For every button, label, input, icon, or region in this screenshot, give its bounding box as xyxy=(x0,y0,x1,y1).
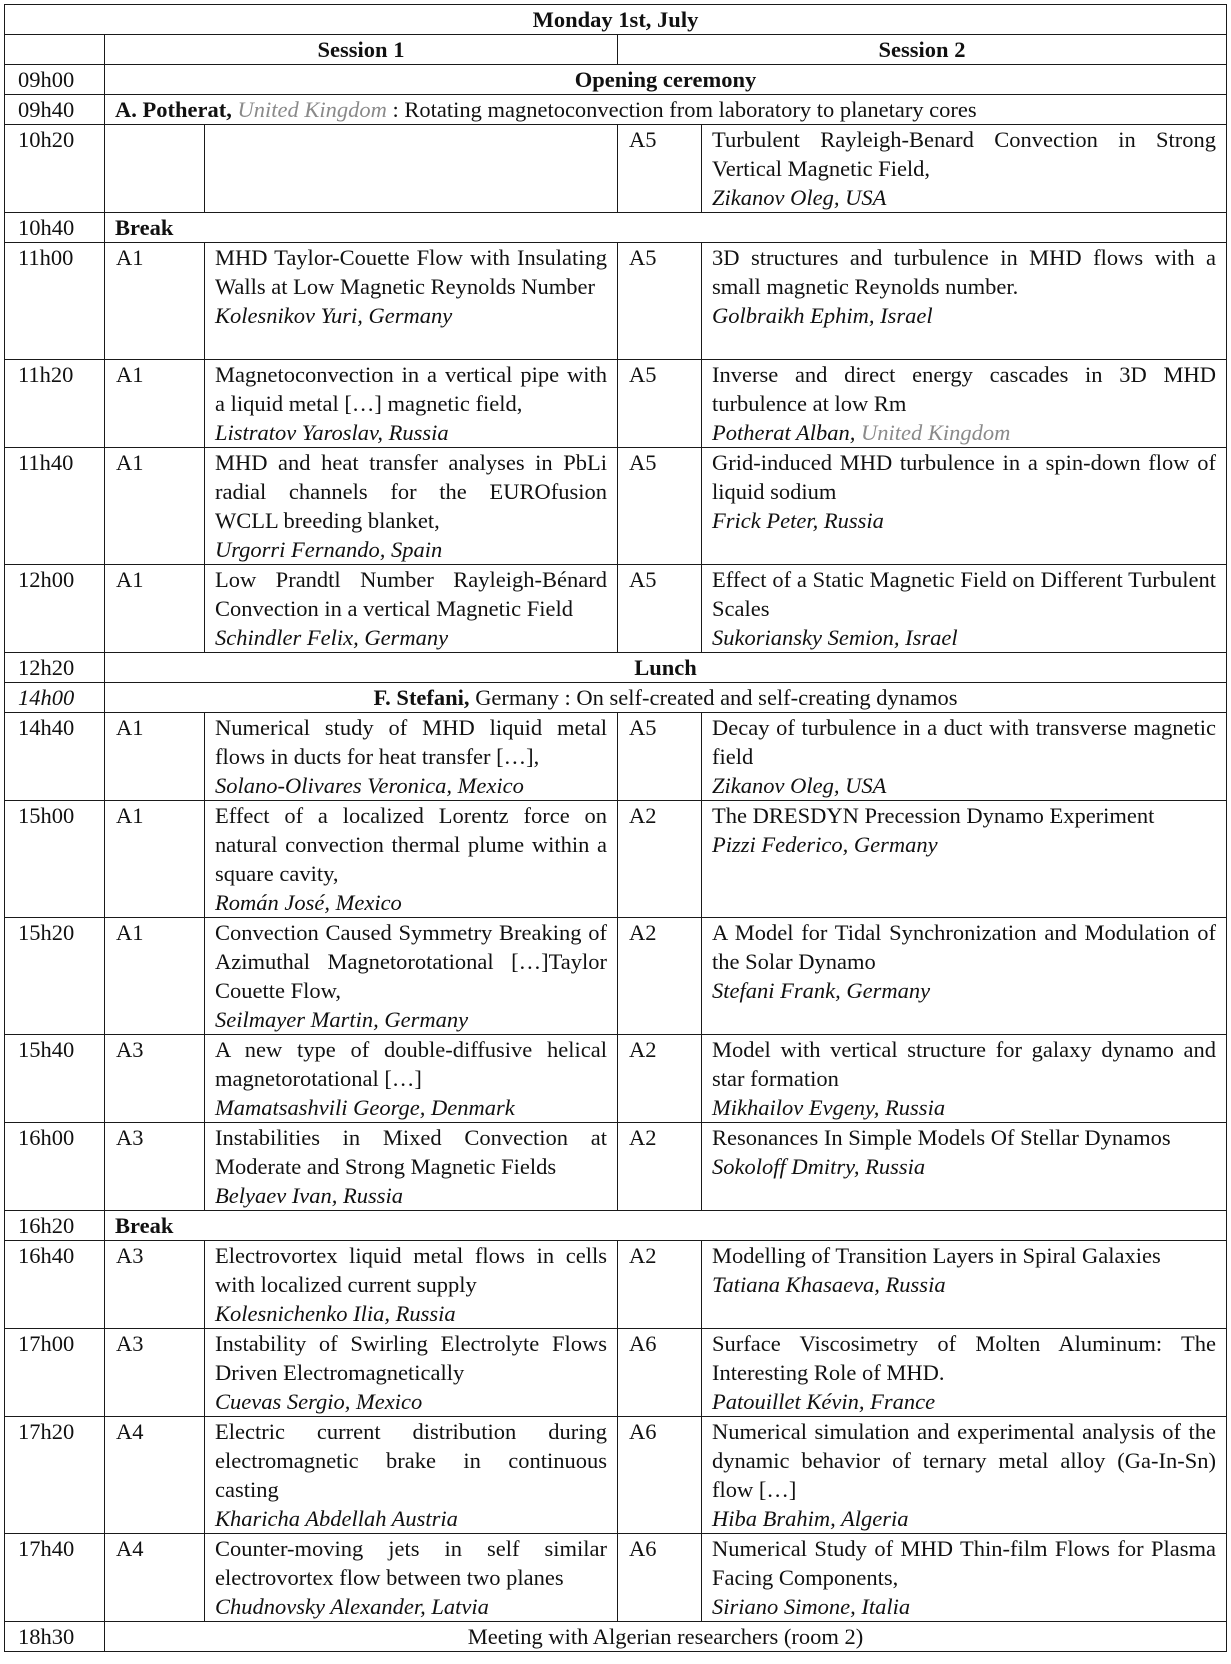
table-row xyxy=(5,1417,1227,1534)
time-cell: 17h20 xyxy=(5,1417,105,1534)
talk-1-cell xyxy=(205,1534,618,1622)
event-cell: Meeting with Algerian researchers (room 2) xyxy=(105,1622,1227,1652)
talk-author: Kharicha Abdellah Austria xyxy=(215,1506,458,1531)
plenary-country: United Kingdom xyxy=(237,97,387,122)
room-2-cell: A2 xyxy=(618,801,702,918)
table-row xyxy=(5,713,1227,801)
talk-author: Mikhailov Evgeny, Russia xyxy=(712,1095,946,1120)
room-1-cell: A3 xyxy=(105,1329,205,1417)
room-2-cell: A2 xyxy=(618,918,702,1035)
room-1-cell: A4 xyxy=(105,1417,205,1534)
time-cell: 17h00 xyxy=(5,1329,105,1417)
talk-title: Inverse and direct energy cascades in 3D MHD turbulence at low Rm xyxy=(712,362,1217,416)
table-row xyxy=(5,1241,1227,1329)
talk-2-cell xyxy=(702,1123,1227,1211)
table-row xyxy=(5,1534,1227,1622)
author-name: Potherat Alban, xyxy=(712,420,856,445)
talk-2-cell xyxy=(702,448,1227,565)
talk-title: Modelling of Transition Layers in Spiral Galaxies xyxy=(712,1243,1161,1268)
time-cell: 11h00 xyxy=(5,243,105,360)
plenary-country: Germany xyxy=(475,685,559,710)
talk-author: Cuevas Sergio, Mexico xyxy=(215,1389,423,1414)
talk-title: Electric current distribution during electromagnetic brake in continuous casting xyxy=(215,1419,607,1502)
talk-author: Siriano Simone, Italia xyxy=(712,1594,911,1619)
talk-2-cell xyxy=(702,1241,1227,1329)
talk-author: Seilmayer Martin, Germany xyxy=(215,1007,469,1032)
room-1-cell: A1 xyxy=(105,713,205,801)
talk-author xyxy=(712,418,1216,447)
room-1-cell: A1 xyxy=(105,565,205,653)
talk-title: Electrovortex liquid metal flows in cells with localized current supply xyxy=(215,1243,607,1297)
talk-2-cell xyxy=(702,1329,1227,1417)
talk-author: Román José, Mexico xyxy=(215,890,402,915)
talk-author: Frick Peter, Russia xyxy=(712,508,884,533)
talk-title: Numerical Study of MHD Thin-film Flows for Plasma Facing Components, xyxy=(712,1536,1217,1590)
time-cell: 10h20 xyxy=(5,125,105,213)
table-row xyxy=(5,653,1227,683)
time-cell: 18h30 xyxy=(5,1622,105,1652)
talk-1-cell xyxy=(205,243,618,360)
talk-title: Decay of turbulence in a duct with transverse magnetic field xyxy=(712,715,1217,769)
table-row xyxy=(5,1035,1227,1123)
table-row xyxy=(5,213,1227,243)
table-row xyxy=(5,243,1227,360)
room-2-cell: A2 xyxy=(618,1035,702,1123)
time-cell: 12h00 xyxy=(5,565,105,653)
talk-title: MHD and heat transfer analyses in PbLi radial channels for the EUROfusion WCLL breeding blanket, xyxy=(215,450,607,533)
talk-author: Chudnovsky Alexander, Latvia xyxy=(215,1594,489,1619)
talk-1-cell xyxy=(205,918,618,1035)
room-2-cell: A5 xyxy=(618,243,702,360)
room-2-cell: A6 xyxy=(618,1417,702,1534)
talk-title: MHD Taylor-Couette Flow with Insulating Walls at Low Magnetic Reynolds Number xyxy=(215,245,607,299)
session-header-row xyxy=(5,35,1227,65)
time-cell: 10h40 xyxy=(5,213,105,243)
talk-title: Model with vertical structure for galaxy dynamo and star formation xyxy=(712,1037,1217,1091)
talk-1-cell xyxy=(205,801,618,918)
talk-author: Solano-Olivares Veronica, Mexico xyxy=(215,773,524,798)
talk-author: Sukoriansky Semion, Israel xyxy=(712,625,958,650)
time-cell: 16h20 xyxy=(5,1211,105,1241)
table-row xyxy=(5,918,1227,1035)
room-1-cell: A1 xyxy=(105,448,205,565)
talk-title: Magnetoconvection in a vertical pipe with a liquid metal […] magnetic field, xyxy=(215,362,607,416)
time-cell: 14h40 xyxy=(5,713,105,801)
room-1-cell: A1 xyxy=(105,918,205,1035)
room-1-cell: A1 xyxy=(105,801,205,918)
talk-title: Effect of a localized Lorentz force on natural convection thermal plume within a square cavity, xyxy=(215,803,607,886)
talk-1-cell xyxy=(205,1417,618,1534)
talk-title: Low Prandtl Number Rayleigh-Bénard Convection in a vertical Magnetic Field xyxy=(215,567,607,621)
room-1-cell: A3 xyxy=(105,1241,205,1329)
event-cell: Opening ceremony xyxy=(105,65,1227,95)
table-row xyxy=(5,1622,1227,1652)
table-row xyxy=(5,683,1227,713)
time-cell: 15h20 xyxy=(5,918,105,1035)
talk-author: Pizzi Federico, Germany xyxy=(712,832,938,857)
talk-author: Listratov Yaroslav, Russia xyxy=(215,420,449,445)
talk-2-cell xyxy=(702,243,1227,360)
room-1-cell: A1 xyxy=(105,360,205,448)
room-2-cell: A2 xyxy=(618,1123,702,1211)
time-cell: 16h00 xyxy=(5,1123,105,1211)
talk-title: Surface Viscosimetry of Molten Aluminum: The Interesting Role of MHD. xyxy=(712,1331,1217,1385)
talk-title: Convection Caused Symmetry Breaking of Azimuthal Magnetorotational […]Taylor Couette Flow, xyxy=(215,920,607,1003)
talk-author: Kolesnikov Yuri, Germany xyxy=(215,303,453,328)
talk-author: Urgorri Fernando, Spain xyxy=(215,537,443,562)
table-row xyxy=(5,1211,1227,1241)
table-row xyxy=(5,65,1227,95)
time-cell: 15h40 xyxy=(5,1035,105,1123)
talk-1-cell xyxy=(205,448,618,565)
talk-author: Sokoloff Dmitry, Russia xyxy=(712,1154,926,1179)
talk-title: A new type of double-diffusive helical magnetorotational […] xyxy=(215,1037,607,1091)
talk-title: Grid-induced MHD turbulence in a spin-down flow of liquid sodium xyxy=(712,450,1217,504)
table-row xyxy=(5,125,1227,213)
room-1-cell: A1 xyxy=(105,243,205,360)
talk-author: Golbraikh Ephim, Israel xyxy=(712,303,933,328)
plenary-cell xyxy=(105,95,1227,125)
time-cell: 12h20 xyxy=(5,653,105,683)
talk-2-cell xyxy=(702,1035,1227,1123)
table-row xyxy=(5,448,1227,565)
talk-1-cell xyxy=(205,1241,618,1329)
talk-1-cell xyxy=(205,1123,618,1211)
table-row xyxy=(5,1123,1227,1211)
time-cell: 09h00 xyxy=(5,65,105,95)
table-row xyxy=(5,801,1227,918)
talk-1-cell xyxy=(205,125,618,213)
session-2-header: Session 2 xyxy=(618,35,1227,65)
talk-title: Resonances In Simple Models Of Stellar Dynamos xyxy=(712,1125,1171,1150)
talk-author: Belyaev Ivan, Russia xyxy=(215,1183,404,1208)
talk-1-cell xyxy=(205,1035,618,1123)
empty-cell xyxy=(5,35,105,65)
time-cell: 11h20 xyxy=(5,360,105,448)
author-country: United Kingdom xyxy=(860,420,1011,445)
talk-author: Zikanov Oleg, USA xyxy=(712,185,887,210)
room-2-cell: A5 xyxy=(618,360,702,448)
time-cell: 15h00 xyxy=(5,801,105,918)
talk-2-cell xyxy=(702,801,1227,918)
talk-2-cell xyxy=(702,1534,1227,1622)
time-cell: 17h40 xyxy=(5,1534,105,1622)
room-2-cell: A5 xyxy=(618,713,702,801)
talk-2-cell xyxy=(702,1417,1227,1534)
talk-title: 3D structures and turbulence in MHD flows with a small magnetic Reynolds number. xyxy=(712,245,1217,299)
talk-title: Turbulent Rayleigh-Benard Convection in Strong Vertical Magnetic Field, xyxy=(712,127,1217,181)
talk-author: Patouillet Kévin, France xyxy=(712,1389,936,1414)
talk-title: Numerical simulation and experimental analysis of the dynamic behavior of ternary metal alloy (Ga-In-Sn) flow […] xyxy=(712,1419,1217,1502)
talk-2-cell xyxy=(702,360,1227,448)
plenary-speaker: F. Stefani, xyxy=(373,685,470,710)
time-cell: 09h40 xyxy=(5,95,105,125)
table-row xyxy=(5,360,1227,448)
room-1-cell: A4 xyxy=(105,1534,205,1622)
talk-title: Instability of Swirling Electrolyte Flows Driven Electromagnetically xyxy=(215,1331,607,1385)
time-cell: 16h40 xyxy=(5,1241,105,1329)
event-cell: Break xyxy=(105,213,1227,243)
talk-author: Kolesnichenko Ilia, Russia xyxy=(215,1301,456,1326)
time-cell: 11h40 xyxy=(5,448,105,565)
talk-author: Zikanov Oleg, USA xyxy=(712,773,887,798)
event-cell: Break xyxy=(105,1211,1227,1241)
room-2-cell: A5 xyxy=(618,565,702,653)
room-2-cell: A5 xyxy=(618,448,702,565)
talk-author: Mamatsashvili George, Denmark xyxy=(215,1095,515,1120)
talk-author: Hiba Brahim, Algeria xyxy=(712,1506,909,1531)
room-2-cell: A5 xyxy=(618,125,702,213)
plenary-talk: : Rotating magnetoconvection from laboratory to planetary cores xyxy=(386,97,977,122)
talk-title: The DRESDYN Precession Dynamo Experiment xyxy=(712,803,1155,828)
table-row xyxy=(5,565,1227,653)
talk-1-cell xyxy=(205,1329,618,1417)
room-2-cell: A2 xyxy=(618,1241,702,1329)
talk-2-cell xyxy=(702,565,1227,653)
time-cell: 14h00 xyxy=(5,683,105,713)
talk-author: Tatiana Khasaeva, Russia xyxy=(712,1272,946,1297)
talk-title: Counter-moving jets in self similar electrovortex flow between two planes xyxy=(215,1536,607,1590)
room-2-cell: A6 xyxy=(618,1534,702,1622)
session-1-header: Session 1 xyxy=(105,35,618,65)
room-1-cell: A3 xyxy=(105,1035,205,1123)
talk-2-cell xyxy=(702,713,1227,801)
room-2-cell: A6 xyxy=(618,1329,702,1417)
event-cell: Lunch xyxy=(105,653,1227,683)
plenary-cell xyxy=(105,683,1227,713)
talk-title: Effect of a Static Magnetic Field on Different Turbulent Scales xyxy=(712,567,1217,621)
plenary-speaker: A. Potherat, xyxy=(115,97,232,122)
room-1-cell: A3 xyxy=(105,1123,205,1211)
talk-author: Schindler Felix, Germany xyxy=(215,625,449,650)
talk-title: Numerical study of MHD liquid metal flows in ducts for heat transfer […], xyxy=(215,715,607,769)
talk-title: A Model for Tidal Synchronization and Modulation of the Solar Dynamo xyxy=(712,920,1217,974)
talk-1-cell xyxy=(205,360,618,448)
room-1-cell xyxy=(105,125,205,213)
talk-2-cell xyxy=(702,125,1227,213)
talk-1-cell xyxy=(205,565,618,653)
plenary-talk: : On self-created and self-creating dynamos xyxy=(558,685,958,710)
day-title: Monday 1st, July xyxy=(5,5,1227,35)
talk-author: Stefani Frank, Germany xyxy=(712,978,931,1003)
schedule-table xyxy=(4,4,1227,1652)
table-row xyxy=(5,95,1227,125)
day-header-row xyxy=(5,5,1227,35)
talk-2-cell xyxy=(702,918,1227,1035)
talk-title: Instabilities in Mixed Convection at Moderate and Strong Magnetic Fields xyxy=(215,1125,607,1179)
talk-1-cell xyxy=(205,713,618,801)
table-row xyxy=(5,1329,1227,1417)
